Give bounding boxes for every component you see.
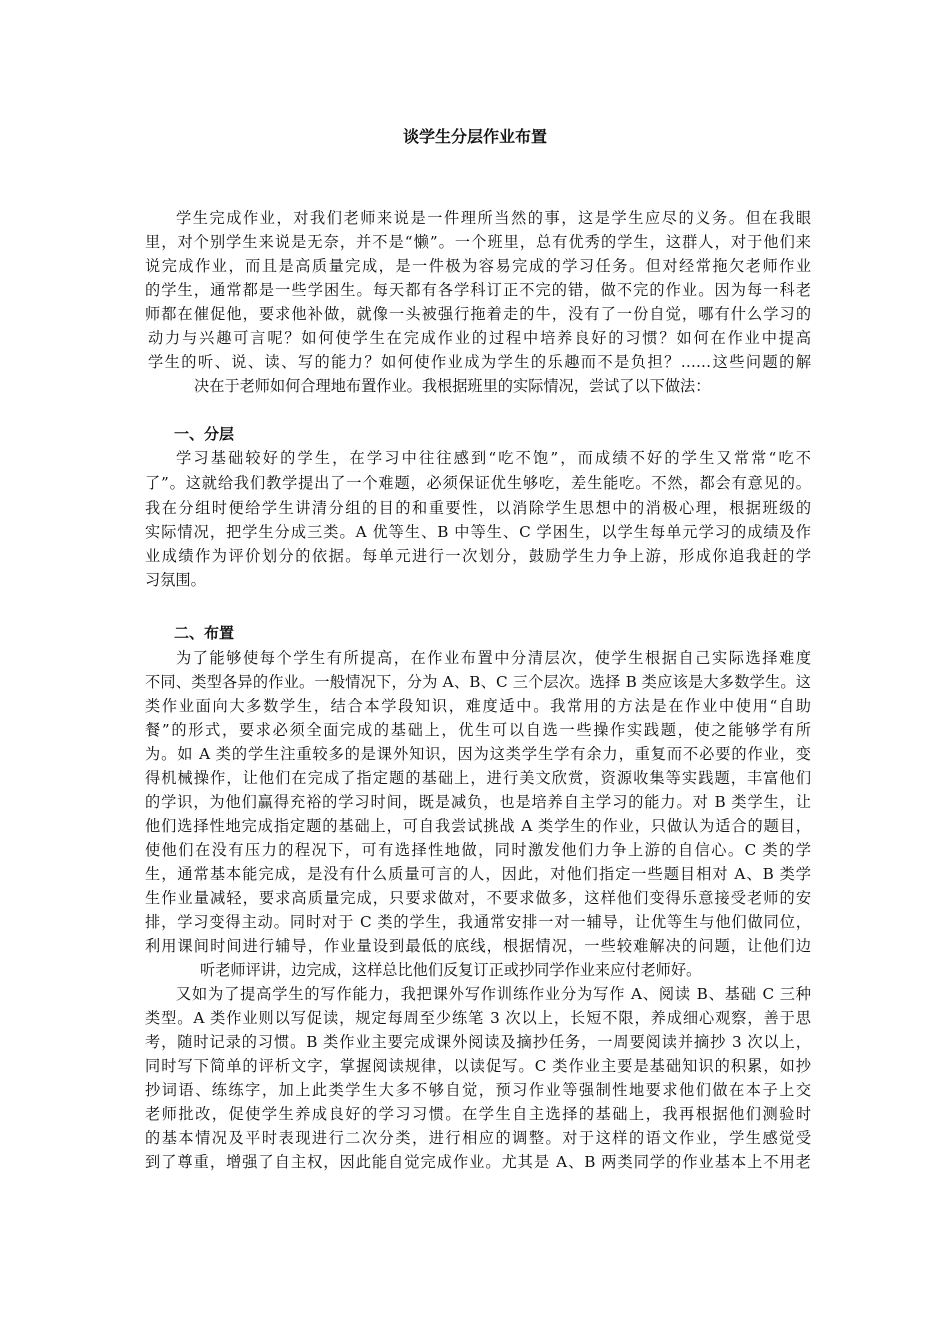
- intro-line: 动力与兴趣可言呢？如何使学生在完成作业的过程中培养良好的习惯？如何在作业中提高: [148, 329, 811, 347]
- paragraph-line: 餐”的形式，要求必须全面完成的基础上，优生可以自选一些操作实践题，使之能够学有所: [145, 721, 811, 739]
- intro-line: 学生的听、说、读、写的能力？如何使作业成为学生的乐趣而不是负担？……这些问题的解: [148, 353, 811, 371]
- paragraph-line: 得机械操作，让他们在完成了指定题的基础上，进行美文欣赏，资源收集等实践题，丰富他们: [145, 769, 811, 787]
- intro-line: 学生完成作业，对我们老师来说是一件理所当然的事，这是学生应尽的义务。但在我眼: [176, 209, 811, 227]
- paragraph-line: 听老师评讲，边完成，这样总比他们反复订正或抄同学作业来应付老师好。: [200, 961, 702, 979]
- paragraph-line: 的基本情况及平时表现进行二次分类，进行相应的调整。对于这样的语文作业，学生感觉受: [145, 1129, 811, 1147]
- intro-line: 的学生，通常都是一些学困生。每天都有各学科订正不完的错，做不完的作业。因为每一科老: [145, 281, 811, 299]
- paragraph-line: 了”。这就给我们教学提出了一个难题，必须保证优生够吃，差生能吃。不然，都会有意见的。: [145, 474, 811, 492]
- paragraph-line: 类型。A 类作业则以写促读，规定每周至少练笔 3 次以上，长短不限，养成细心观察，善于思: [145, 1009, 811, 1027]
- paragraph-line: 排，学习变得主动。同时对于 C 类的学生，我通常安排一对一辅导，让优等生与他们做同位，: [145, 913, 811, 931]
- document-title: 谈学生分层作业布置: [402, 127, 547, 146]
- paragraph-line: 使他们在没有压力的程况下，可有选择性地做，同时激发他们力争上游的自信心。C 类的学: [145, 841, 811, 859]
- intro-line: 决在于老师如何合理地布置作业。我根据班里的实际情况，尝试了以下做法：: [194, 377, 711, 395]
- section-heading: 二、布置: [174, 624, 235, 642]
- paragraph-line: 他们选择性地完成指定题的基础上，可自我尝试挑战 A 类学生的作业，只做认为适合的题目，: [145, 817, 811, 835]
- paragraph-line: 的学识，为他们赢得充裕的学习时间，既是减负，也是培养自主学习的能力。对 B 类学生，让: [145, 793, 811, 811]
- intro-line: 说完成作业，而且是高质量完成，是一件极为容易完成的学习任务。但对经常拖欠老师作业: [145, 257, 811, 275]
- paragraph-line: 不同、类型各异的作业。一般情况下，分为 A、B、C 三个层次。选择 B 类应该是大多数学生。这: [145, 673, 811, 691]
- paragraph-line: 实际情况，把学生分成三类。A 优等生、B 中等生、C 学困生，以学生每单元学习的成绩及作: [145, 523, 811, 541]
- paragraph-line: 生，通常基本能完成，是没有什么质量可言的人，因此，对他们指定一些题目相对 A、B 类学: [145, 865, 811, 883]
- paragraph-line: 利用课间时间进行辅导，作业量设到最低的底线，根据情况，一些较难解决的问题，让他们边: [145, 937, 811, 955]
- paragraph-line: 到了尊重，增强了自主权，因此能自觉完成作业。尤其是 A、B 两类同学的作业基本上不用老: [145, 1153, 811, 1171]
- paragraph-line: 抄词语、练练字，加上此类学生大多不够自觉，预习作业等强制性地要求他们做在本子上交: [145, 1081, 811, 1099]
- paragraph-line: 老师批改，促使学生养成良好的学习习惯。在学生自主选择的基础上，我再根据他们测验时: [145, 1105, 811, 1123]
- paragraph-line: 业成绩作为评价划分的依据。每单元进行一次划分，鼓励学生力争上游，形成你追我赶的学: [145, 547, 811, 565]
- intro-line: 里，对个别学生来说是无奈，并不是“懒”。一个班里，总有优秀的学生，这群人，对于他们来: [145, 233, 811, 251]
- paragraph-line: 又如为了提高学生的写作能力，我把课外写作训练作业分为写作 A、阅读 B、基础 C 三种: [176, 985, 811, 1003]
- paragraph-line: 同时写下简单的评析文字，掌握阅读规律，以读促写。C 类作业主要是基础知识的积累，如抄: [145, 1057, 811, 1075]
- paragraph-line: 考，随时记录的习惯。B 类作业主要完成课外阅读及摘抄任务，一周要阅读并摘抄 3 次以上，: [145, 1033, 811, 1051]
- paragraph-line: 学习基础较好的学生，在学习中往往感到“吃不饱”，而成绩不好的学生又常常“吃不: [176, 449, 811, 467]
- paragraph-line: 习氛围。: [145, 571, 206, 589]
- paragraph-line: 为。如 A 类的学生注重较多的是课外知识，因为这类学生学有余力，重复而不必要的作业，变: [145, 745, 811, 763]
- section-heading: 一、分层: [174, 425, 235, 443]
- paragraph-line: 为了能够使每个学生有所提高，在作业布置中分清层次，使学生根据自己实际选择难度: [176, 649, 811, 667]
- paragraph-line: 生作业量减轻，要求高质量完成，只要求做对，不要求做多，这样他们变得乐意接受老师的安: [145, 889, 811, 907]
- paragraph-line: 我在分组时便给学生讲清分组的目的和重要性，以消除学生思想中的消极心理，根据班级的: [145, 499, 811, 517]
- paragraph-line: 类作业面向大多数学生，结合本学段知识，难度适中。我常用的方法是在作业中使用“自助: [145, 697, 811, 715]
- intro-line: 师都在催促他，要求他补做，就像一头被强行拖着走的牛，没有了一份自觉，哪有什么学习的: [145, 305, 811, 323]
